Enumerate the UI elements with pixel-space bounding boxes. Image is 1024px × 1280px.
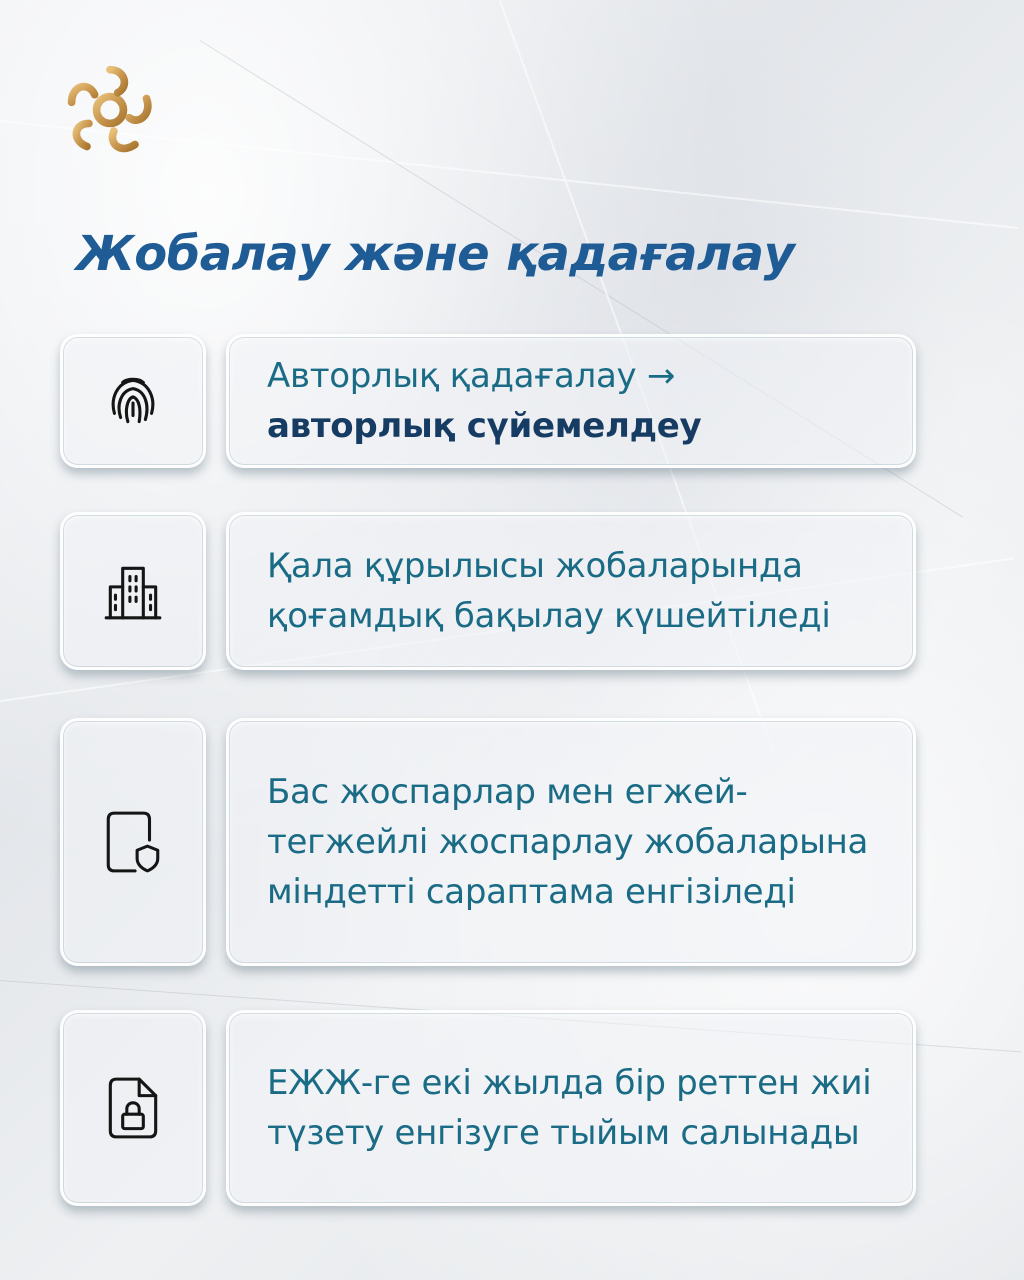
page-title: Жобалау және қадағалау [76,226,795,282]
item-text [267,351,701,451]
text-card-mandatory-expertise [226,718,916,966]
item-text: ЕЖЖ-ге екі жылда бір реттен жиі түзету енгізуге тыйым салынады [267,1063,872,1153]
logo [62,62,158,158]
building-icon [100,558,166,624]
text-card-correction-ban [226,1010,916,1206]
text-card-author-supervision [226,334,916,468]
icon-card-document-lock [60,1010,206,1206]
icon-card-building [60,512,206,670]
item-text: Бас жоспарлар мен егжей-тегжейлі жоспарлау жобаларына міндетті сараптама енгізіледі [267,772,869,912]
icon-card-fingerprint [60,334,206,468]
item-text-bold: авторлық сүйемелдеу [267,406,702,446]
document-lock-icon [100,1075,166,1141]
icon-card-document-shield [60,718,206,966]
text-card-public-control [226,512,916,670]
document-shield-icon [100,809,166,875]
fingerprint-icon [100,368,166,434]
item-text: Қала құрылысы жобаларында қоғамдық бақылау күшейтіледі [267,546,831,636]
item-text-regular: Авторлық қадағалау → [267,356,676,396]
